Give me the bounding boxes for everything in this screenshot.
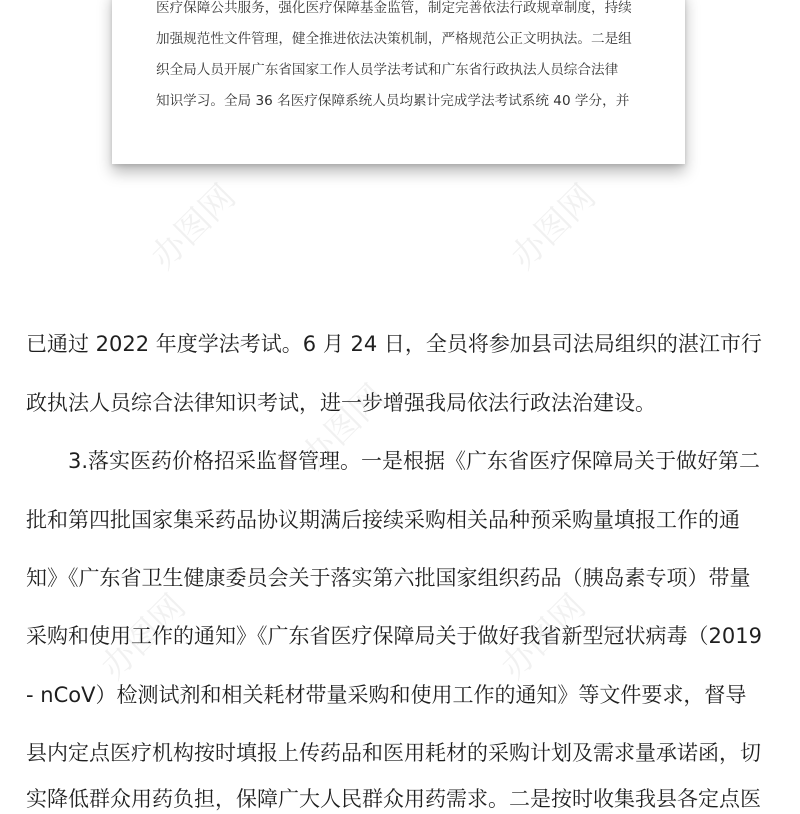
watermark-1: 办图网: [143, 176, 244, 278]
body-text-line: 批和第四批国家集采药品协议期满后接续采购相关品种预采购量填报工作的通: [26, 508, 740, 532]
body-text-line: 政执法人员综合法律知识考试，进一步增强我局依法行政法治建设。: [26, 391, 656, 415]
watermark-5: 办图网: [493, 586, 594, 688]
card-text-line: 医疗保障公共服务，强化医疗保障基金监管，制定完善依法行政规章制度，持续: [156, 0, 632, 16]
document-page-preview: [112, 0, 685, 164]
body-text-line: 县内定点医疗机构按时填报上传药品和医用耗材的采购计划及需求量承诺函，切: [26, 741, 761, 765]
watermark-4: 办图网: [93, 586, 194, 688]
body-text-line: 采购和使用工作的通知》《广东省医疗保障局关于做好我省新型冠状病毒（2019: [26, 624, 762, 648]
watermark-2: 办图网: [503, 176, 604, 278]
watermark-3: 办图网: [293, 376, 394, 478]
card-text-line: 织全局人员开展广东省国家工作人员学法考试和广东省行政执法人员综合法律: [156, 62, 619, 78]
body-text-line: 实降低群众用药负担，保障广大人民群众用药需求。二是按时收集我县各定点医: [26, 787, 761, 811]
section-heading-line: 3.落实医药价格招采监督管理。一是根据《广东省医疗保障局关于做好第二: [68, 449, 761, 473]
card-text-line: 知识学习。全局 36 名医疗保障系统人员均累计完成学法考试系统 40 学分，并: [156, 93, 630, 109]
card-text-line: 加强规范性文件管理，健全推进依法决策机制，严格规范公正文明执法。二是组: [156, 31, 632, 47]
body-text-line: - nCoV）检测试剂和相关耗材带量采购和使用工作的通知》等文件要求，督导: [26, 683, 747, 707]
body-text-line: 已通过 2022 年度学法考试。6 月 24 日，全员将参加县司法局组织的湛江市行: [26, 332, 762, 356]
body-text-line: 知》《广东省卫生健康委员会关于落实第六批国家组织药品（胰岛素专项）带量: [26, 566, 751, 590]
